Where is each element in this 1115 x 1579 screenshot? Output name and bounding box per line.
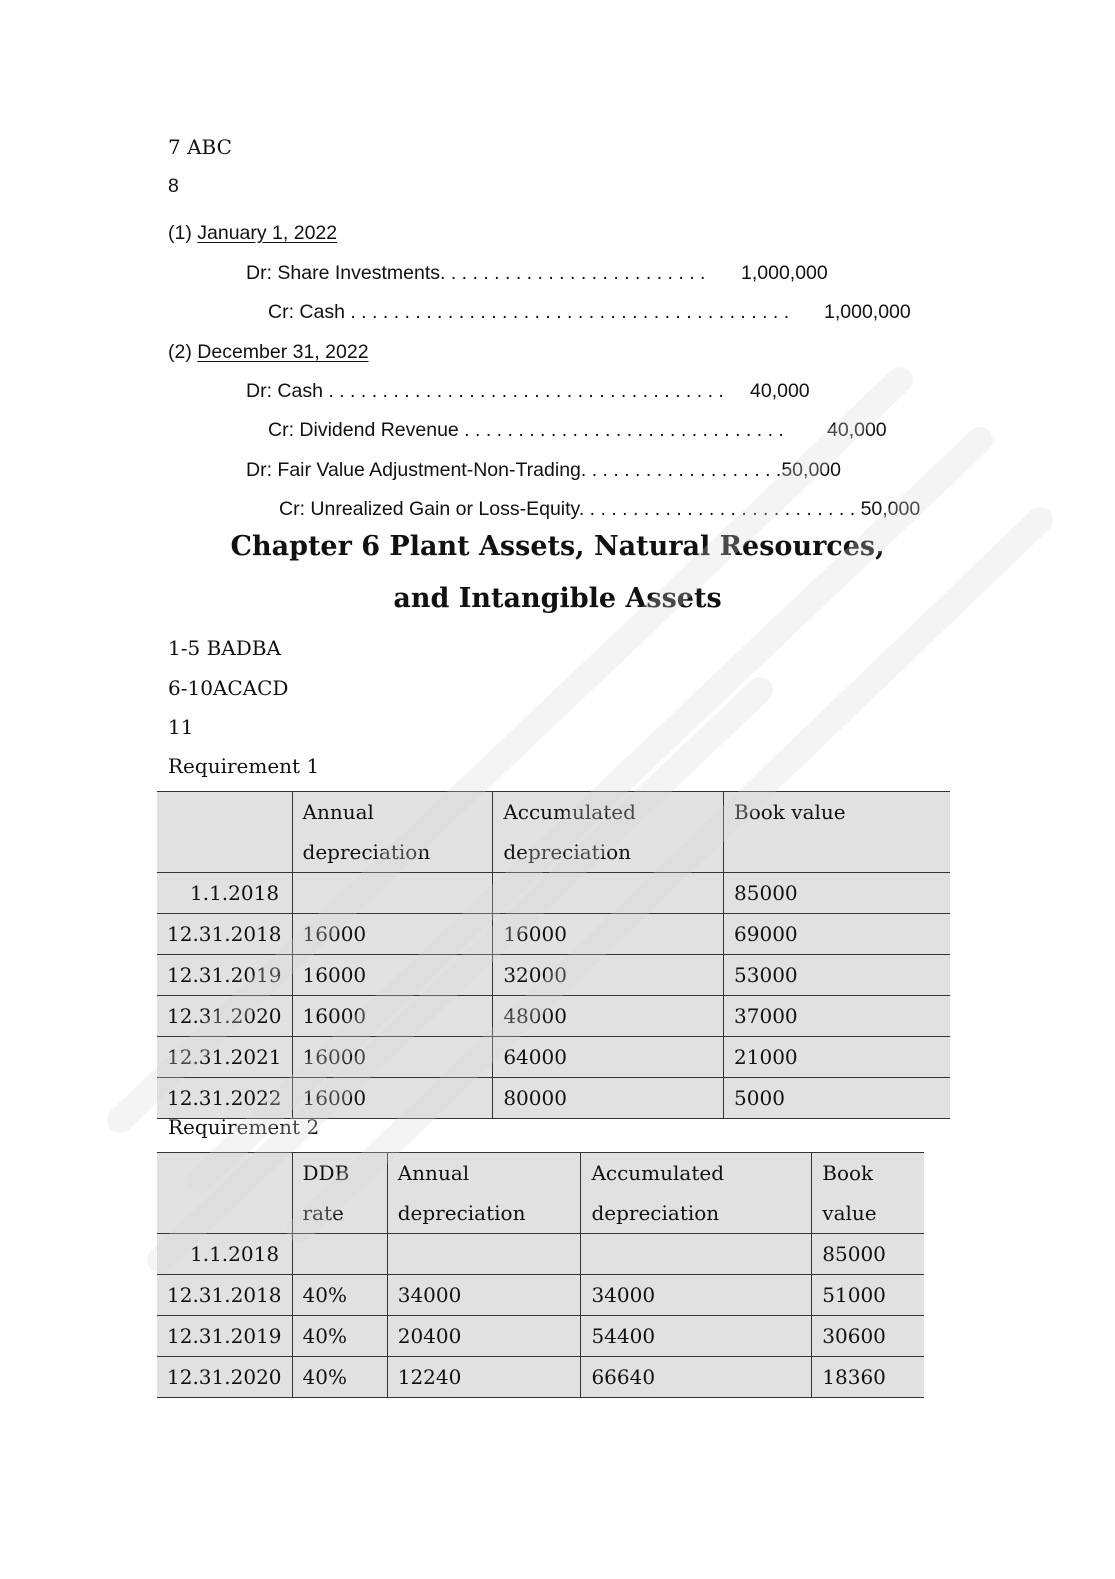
header-cell: [157, 1153, 292, 1234]
table-cell: 53000: [724, 955, 950, 996]
table-cell: 34000: [387, 1275, 581, 1316]
requirement1-table: [157, 791, 950, 1119]
table-row: [157, 914, 950, 955]
chapter-title-line2: and Intangible Assets: [393, 583, 722, 614]
requirement2-table: [157, 1152, 924, 1398]
date-cell: 12.31.2020: [157, 1357, 292, 1398]
date-cell: 12.31.2018: [157, 914, 292, 955]
answer-7: 7 ABC: [168, 135, 232, 159]
table-cell: 16000: [292, 1078, 493, 1119]
entry2-credit-unrealized-line: Cr: Unrealized Gain or Loss-Equity. . . . . . . . . . . . . . . . . . . . . . . . . . 50,000: [279, 498, 921, 520]
table-cell: 18360: [812, 1357, 924, 1398]
table-cell: 66640: [581, 1357, 812, 1398]
table-cell: 69000: [724, 914, 950, 955]
table-cell: 64000: [493, 1037, 724, 1078]
table-cell: 21000: [724, 1037, 950, 1078]
table-cell: 16000: [493, 914, 724, 955]
header-cell: Accumulated depreciation: [493, 792, 724, 873]
requirement1-title: Requirement 1: [168, 754, 320, 778]
table-row: [157, 1037, 950, 1078]
table-row: [157, 1078, 950, 1119]
table-row: [157, 1357, 924, 1398]
table-header-row: [157, 792, 950, 873]
header-cell: Annual depreciation: [387, 1153, 581, 1234]
table-cell: [387, 1234, 581, 1275]
table-row: [157, 1234, 924, 1275]
table-cell: 85000: [812, 1234, 924, 1275]
header-cell: [157, 792, 292, 873]
date-cell: 12.31.2020: [157, 996, 292, 1037]
header-cell: Book value: [724, 792, 950, 873]
header-cell: Book value: [812, 1153, 924, 1234]
entry1-date: January 1, 2022: [197, 222, 338, 244]
entry2-credit-dividend-line: Cr: Dividend Revenue . . . . . . . . . . . . . . . . . . . . . . . . . . . . . .: [268, 419, 784, 441]
entry1-heading: [168, 222, 337, 245]
table-cell: 32000: [493, 955, 724, 996]
entry1-label: (1): [168, 222, 192, 244]
table-cell: 40%: [292, 1275, 387, 1316]
table-header-row: [157, 1153, 924, 1234]
table-cell: [493, 873, 724, 914]
table-cell: 30600: [812, 1316, 924, 1357]
answer-11: 11: [168, 715, 194, 739]
entry2-label: (2): [168, 341, 192, 363]
table-cell: 20400: [387, 1316, 581, 1357]
header-cell: Annual depreciation: [292, 792, 493, 873]
entry1-debit-line: Dr: Share Investments. . . . . . . . . . . . . . . . . . . . . . . . .: [246, 262, 706, 284]
table-cell: 40%: [292, 1357, 387, 1398]
table-row: [157, 1316, 924, 1357]
answer-8: 8: [168, 175, 179, 197]
table-cell: 16000: [292, 955, 493, 996]
entry2-credit-dividend-amount: 40,000: [827, 419, 887, 441]
date-cell: 12.31.2019: [157, 1316, 292, 1357]
date-cell: 12.31.2021: [157, 1037, 292, 1078]
entry1-credit-amount: 1,000,000: [824, 301, 911, 323]
entry1-debit-amount: 1,000,000: [741, 262, 828, 284]
header-cell: Accumulated depreciation: [581, 1153, 812, 1234]
entry2-heading: [168, 341, 369, 364]
table-cell: 16000: [292, 914, 493, 955]
date-cell: 1.1.2018: [157, 1234, 292, 1275]
table-cell: 12240: [387, 1357, 581, 1398]
table-cell: 37000: [724, 996, 950, 1037]
date-cell: 12.31.2022: [157, 1078, 292, 1119]
table-cell: [581, 1234, 812, 1275]
table-row: [157, 1275, 924, 1316]
table-cell: 80000: [493, 1078, 724, 1119]
entry2-debit-cash-amount: 40,000: [750, 380, 810, 402]
answers-6-10: 6-10ACACD: [168, 676, 289, 700]
table-cell: 5000: [724, 1078, 950, 1119]
table-cell: 40%: [292, 1316, 387, 1357]
table-cell: 54400: [581, 1316, 812, 1357]
table-cell: 16000: [292, 1037, 493, 1078]
chapter-title-line1: Chapter 6 Plant Assets, Natural Resources,: [230, 531, 885, 562]
table-cell: 16000: [292, 996, 493, 1037]
table-row: [157, 996, 950, 1037]
table-row: [157, 955, 950, 996]
header-cell: DDB rate: [292, 1153, 387, 1234]
entry2-debit-cash-line: Dr: Cash . . . . . . . . . . . . . . . . . . . . . . . . . . . . . . . . . . . . .: [246, 380, 724, 402]
date-cell: 12.31.2018: [157, 1275, 292, 1316]
table-cell: [292, 1234, 387, 1275]
answers-1-5: 1-5 BADBA: [168, 636, 281, 660]
entry2-debit-fair-value-line: Dr: Fair Value Adjustment-Non-Trading. . . . . . . . . . . . . . . . . . .50,000: [246, 459, 841, 481]
table-cell: 51000: [812, 1275, 924, 1316]
table-cell: 34000: [581, 1275, 812, 1316]
entry1-credit-line: Cr: Cash . . . . . . . . . . . . . . . . . . . . . . . . . . . . . . . . . . . . . . . . .: [268, 301, 790, 323]
table-cell: 85000: [724, 873, 950, 914]
table-cell: 48000: [493, 996, 724, 1037]
requirement2-title: Requirement 2: [168, 1115, 320, 1139]
table-cell: [292, 873, 493, 914]
date-cell: 12.31.2019: [157, 955, 292, 996]
date-cell: 1.1.2018: [157, 873, 292, 914]
entry2-date: December 31, 2022: [197, 341, 369, 363]
table-row: [157, 873, 950, 914]
